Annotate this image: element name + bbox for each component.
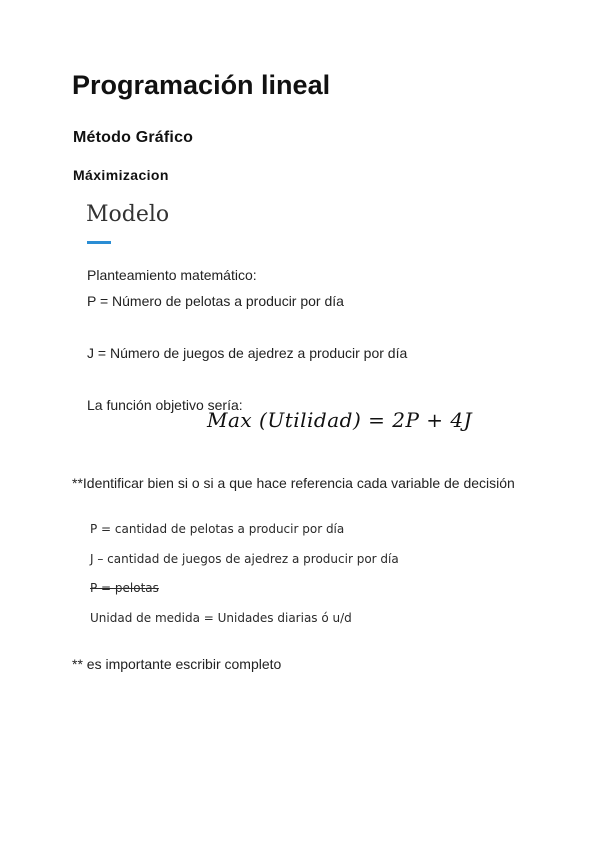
definition-p-struck: P = pelotas (90, 581, 159, 595)
model-heading-underline (87, 241, 111, 244)
model-line-objective-label: La función objetivo sería: (87, 397, 243, 413)
model-line-p-definition: P = Número de pelotas a producir por día (87, 293, 344, 309)
model-heading: Modelo (86, 202, 170, 227)
model-line-j-definition: J = Número de juegos de ajedrez a producir por día (87, 345, 408, 361)
model-line-planteamiento: Planteamiento matemático: (87, 267, 257, 283)
note-write-complete: ** es importante escribir completo (72, 656, 282, 672)
definition-unit: Unidad de medida = Unidades diarias ó u/d (90, 611, 352, 625)
section-heading: Máximizacion (73, 167, 169, 183)
note-identify-variables: **Identificar bien si o si a que hace referencia cada variable de decisión (72, 475, 515, 491)
method-subtitle: Método Gráfico (73, 129, 194, 146)
definition-p: P = cantidad de pelotas a producir por día (90, 522, 345, 536)
page-title: Programación lineal (72, 70, 331, 100)
objective-function-formula: Max (Utilidad) = 2P + 4J (207, 408, 473, 432)
definition-j: J – cantidad de juegos de ajedrez a producir por día (90, 552, 399, 566)
